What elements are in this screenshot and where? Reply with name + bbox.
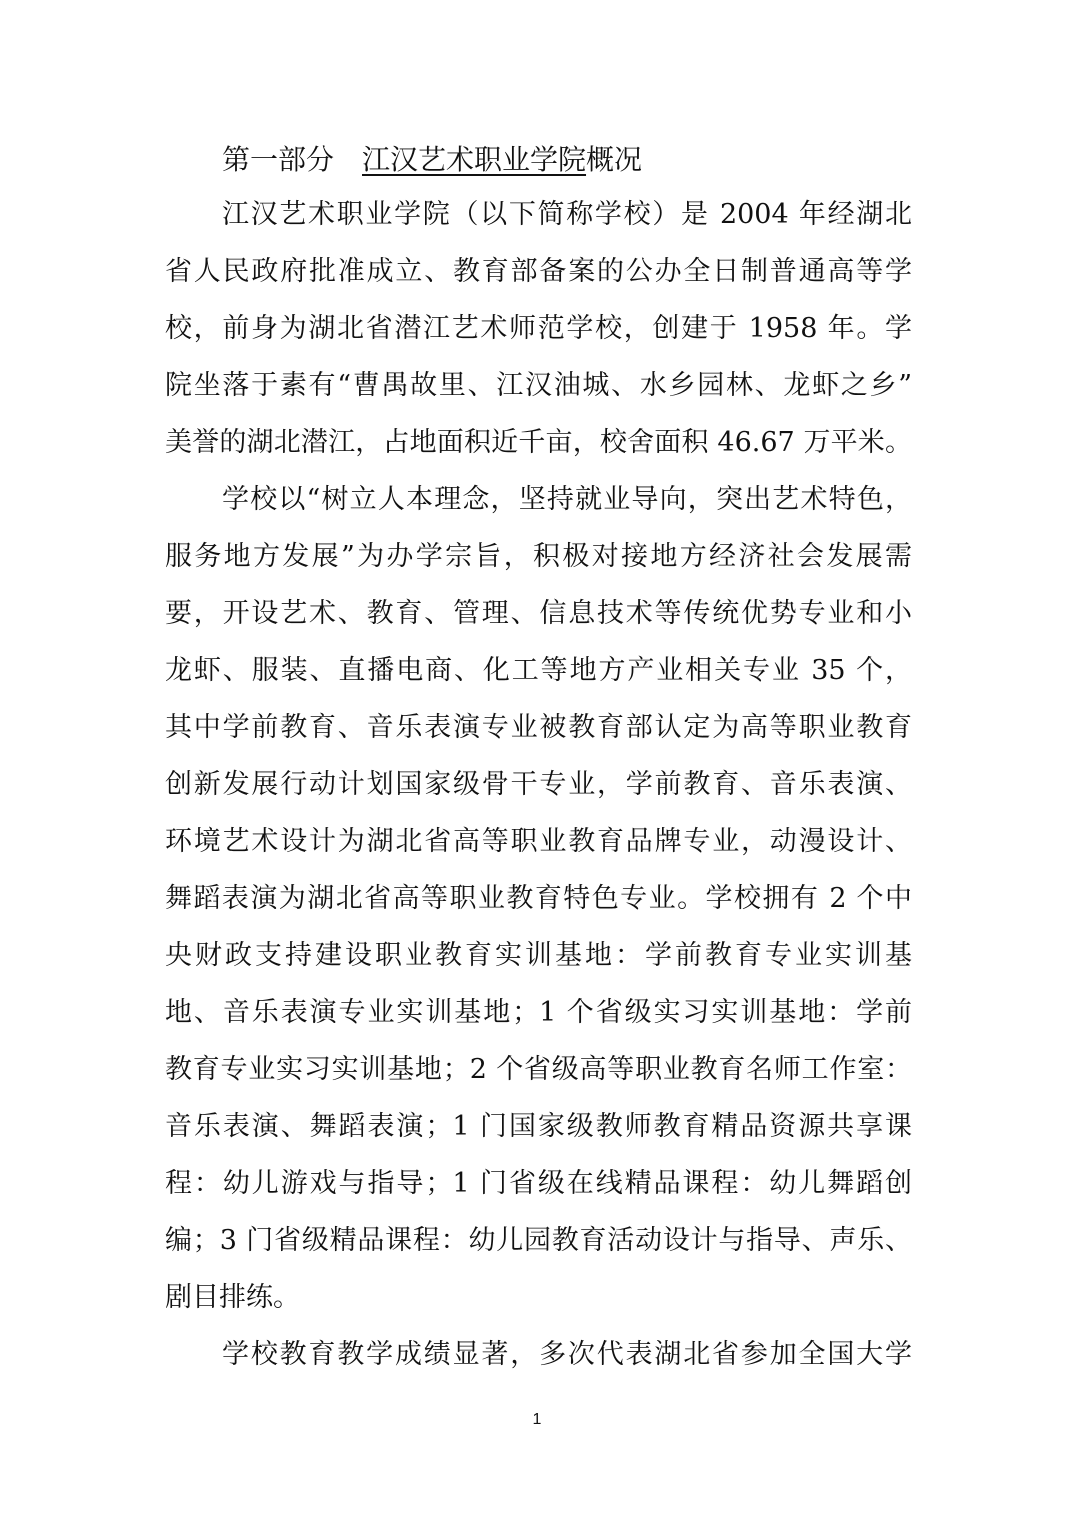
text-line: 程：幼儿游戏与指导；1 门省级在线精品课程：幼儿舞蹈创: [165, 1168, 912, 1199]
text-line: 校，前身为湖北省潜江艺术师范学校，创建于 1958 年。学: [165, 313, 912, 344]
text-line: 美誉的湖北潜江，占地面积近千亩，校舍面积 46.67 万平米。: [165, 427, 912, 458]
text-line: 学校以“树立人本理念，坚持就业导向，突出艺术特色，: [222, 484, 912, 515]
text-line: 编；3 门省级精品课程：幼儿园教育活动设计与指导、声乐、: [165, 1225, 912, 1256]
heading-part: 第一部分: [222, 143, 335, 176]
text-line: 学校教育教学成绩显著，多次代表湖北省参加全国大学: [222, 1339, 912, 1370]
text-line: 舞蹈表演为湖北省高等职业教育特色专业。学校拥有 2 个中: [165, 883, 912, 914]
text-line: 央财政支持建设职业教育实训基地：学前教育专业实训基: [165, 940, 912, 971]
text-line: 环境艺术设计为湖北省高等职业教育品牌专业，动漫设计、: [165, 826, 912, 857]
text-line: 教育专业实习实训基地；2 个省级高等职业教育名师工作室：: [165, 1054, 912, 1085]
text-line: 江汉艺术职业学院（以下简称学校）是 2004 年经湖北: [222, 199, 912, 230]
text-line: 院坐落于素有“曹禺故里、江汉油城、水乡园林、龙虾之乡”: [165, 370, 912, 401]
section-heading: [222, 138, 642, 182]
text-line: 创新发展行动计划国家级骨干专业，学前教育、音乐表演、: [165, 769, 912, 800]
text-line: 其中学前教育、音乐表演专业被教育部认定为高等职业教育: [165, 712, 912, 743]
text-line: 音乐表演、舞蹈表演；1 门国家级教师教育精品资源共享课: [165, 1111, 912, 1142]
text-line: 剧目排练。: [165, 1282, 300, 1313]
heading-school-name: 江汉艺术职业学院: [362, 143, 587, 176]
text-line: 省人民政府批准成立、教育部备案的公办全日制普通高等学: [165, 256, 912, 287]
heading-suffix: 概况: [586, 143, 643, 176]
text-line: 服务地方发展”为办学宗旨，积极对接地方经济社会发展需: [165, 541, 912, 572]
text-line: 龙虾、服装、直播电商、化工等地方产业相关专业 35 个，: [165, 655, 912, 686]
page-number: 1: [532, 1411, 542, 1428]
text-line: 要，开设艺术、教育、管理、信息技术等传统优势专业和小: [165, 598, 912, 629]
text-line: 地、音乐表演专业实训基地；1 个省级实习实训基地：学前: [165, 997, 912, 1028]
